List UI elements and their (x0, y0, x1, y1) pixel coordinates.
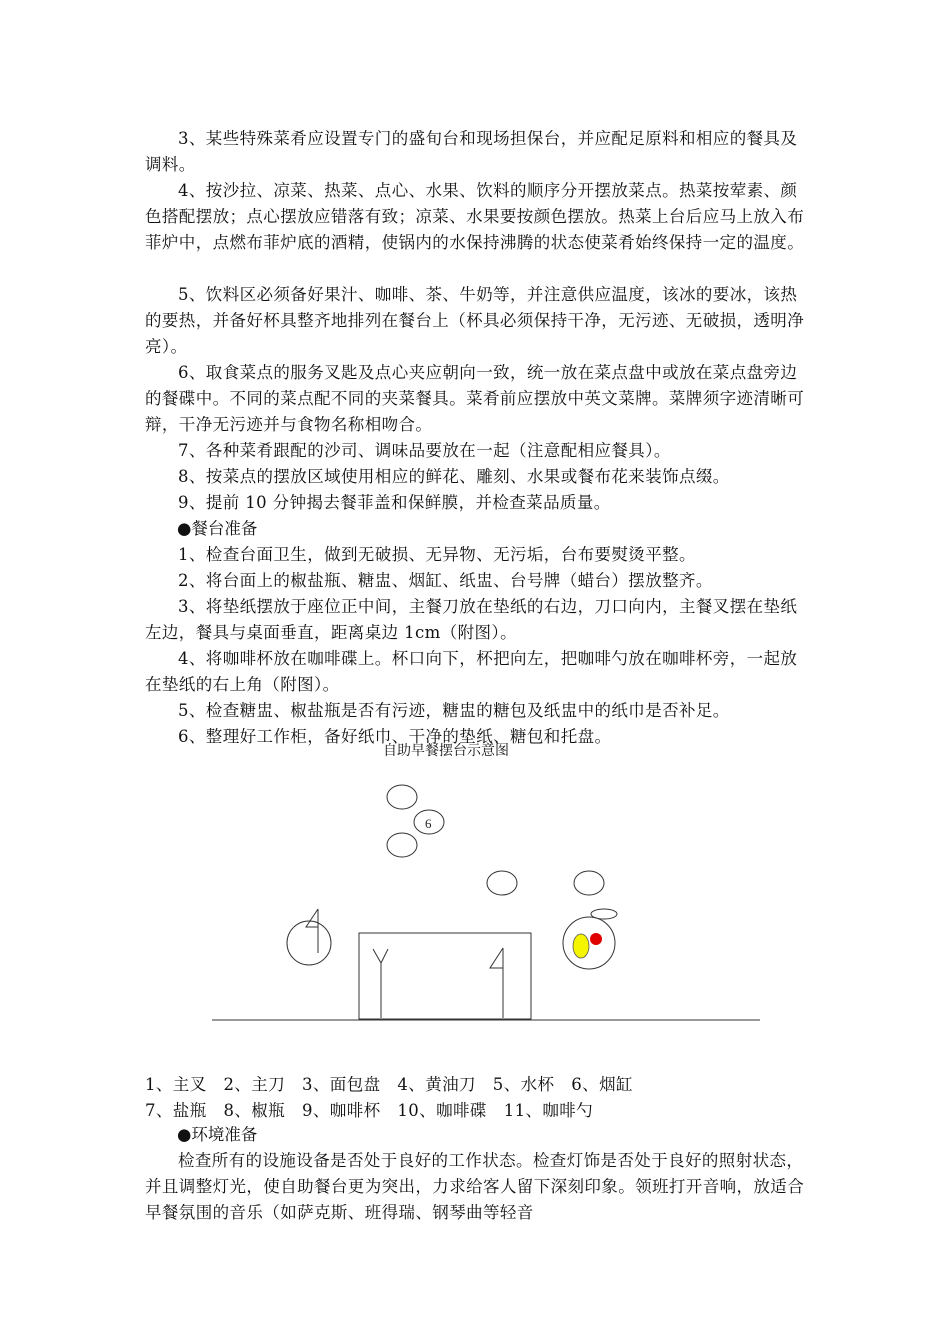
coffee-cup-handle-icon (590, 933, 602, 945)
paragraph-item-6: 6、取食菜点的服务叉匙及点心夹应朝向一致，统一放在菜点盘中或放在菜点盘旁边的餐碟中。不同的菜点配不同的夹菜餐具。菜肴前应摆放中英文菜牌。菜牌须字迹清晰可辩，干净无污迹并与食物名称相吻合。 (145, 363, 805, 434)
table-step-5: 5、检查糖盅、椒盐瓶是否有污迹，糖盅的糖包及纸盅中的纸巾是否补足。 (178, 701, 730, 720)
table-step-2: 2、将台面上的椒盐瓶、糖盅、烟缸、纸盅、台号牌（蜡台）摆放整齐。 (178, 571, 713, 590)
main-knife-icon (490, 948, 503, 1018)
paragraph-item-3: 3、某些特殊菜肴应设置专门的盛旬台和现场担保台，并应配足原料和相应的餐具及调料。 (145, 129, 798, 174)
main-fork-icon (373, 949, 388, 1018)
legend-line-2: 7、盐瓶 8、椒瓶 9、咖啡杯 10、咖啡碟 11、咖啡勺 (145, 1101, 594, 1120)
section-heading-environment: ●环境准备 (177, 1125, 258, 1144)
paragraph-item-9: 9、提前 10 分钟揭去餐菲盖和保鲜膜，并检查菜品质量。 (178, 493, 611, 512)
table-step-4: 4、将咖啡杯放在咖啡碟上。杯口向下，杯把向左，把咖啡勺放在咖啡杯旁，一起放在垫纸的右上角（附图）。 (145, 649, 798, 694)
paragraph-item-8: 8、按菜点的摆放区域使用相应的鲜花、雕刻、水果或餐布花来装饰点缀。 (178, 467, 730, 486)
table-step-1: 1、检查台面卫生，做到无破损、无异物、无污垢，台布要熨烫平整。 (178, 545, 696, 564)
table-step-6: 6、整理好工作柜，备好纸巾、干净的垫纸、糖包和托盘。 (178, 727, 612, 746)
paragraph-item-7: 7、各种菜肴跟配的沙司、调味品要放在一起（注意配相应餐具）。 (178, 441, 671, 460)
pepper-shaker-icon (574, 871, 604, 895)
environment-paragraph: 检查所有的设施设备是否处于良好的工作状态。检查灯饰是否处于良好的照射状态，并且调整灯光，使自助餐台更为突出，力求给客人留下深刻印象。领班打开音响，放适合早餐氛围的音乐（如萨克斯、班得瑞、钢琴曲等轻音 (145, 1151, 805, 1222)
glass-top-icon (387, 785, 417, 809)
butter-knife-icon (306, 909, 318, 953)
ashtray-number-label: 6 (425, 816, 432, 831)
legend-line-1: 1、主叉 2、主刀 3、面包盘 4、黄油刀 5、水杯 6、烟缸 (145, 1075, 633, 1094)
table-setting-diagram (0, 760, 950, 1030)
section-heading-table: ●餐台准备 (177, 519, 258, 538)
paragraph-item-5: 5、饮料区必须备好果汁、咖啡、茶、牛奶等，并注意供应温度，该冰的要冰，该热的要热，并备好杯具整齐地排列在餐台上（杯具必须保持干净，无污迹、无破损，透明净亮）。 (145, 285, 805, 356)
coffee-cup-icon (573, 934, 589, 958)
diagram-caption: 自助早餐摆台示意图 (383, 743, 509, 759)
salt-shaker-icon (487, 871, 517, 895)
bread-plate-icon (287, 921, 331, 965)
placemat-icon (359, 933, 531, 1019)
glass-bottom-icon (387, 833, 417, 857)
table-step-3: 3、将垫纸摆放于座位正中间，主餐刀放在垫纸的右边，刀口向内，主餐叉摆在垫纸左边，餐具与桌面垂直，距离桌边 1cm（附图）。 (145, 597, 798, 642)
paragraph-item-4: 4、按沙拉、凉菜、热菜、点心、水果、饮料的顺序分开摆放菜点。热菜按荤素、颜色搭配摆放；点心摆放应错落有致；凉菜、水果要按颜色摆放。热菜上台后应马上放入布菲炉中，点燃布菲炉底的酒精，使锅内的水保持沸腾的状态使菜肴始终保持一定的温度。 (145, 181, 805, 252)
